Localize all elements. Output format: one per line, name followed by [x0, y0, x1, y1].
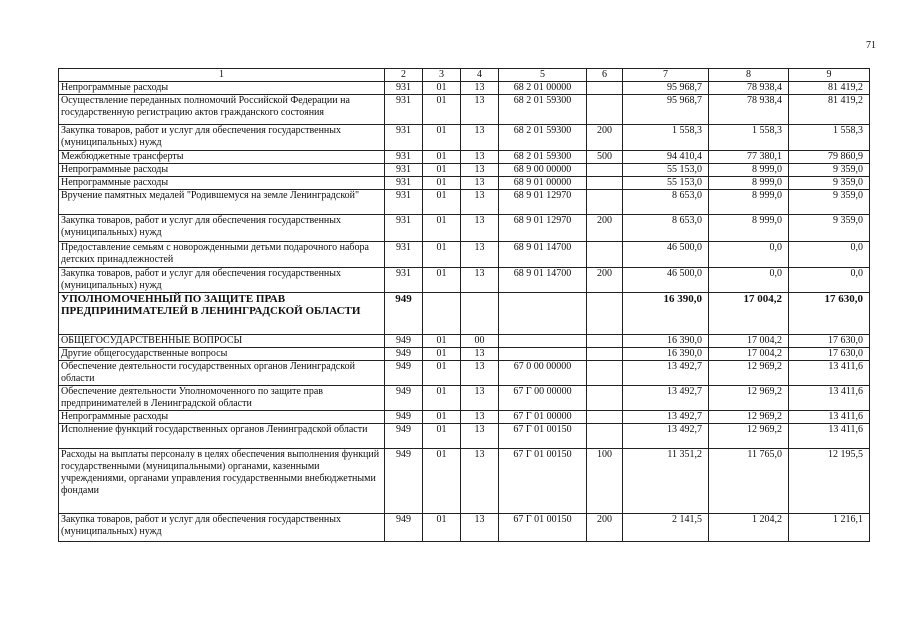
row-ved-cell: 931: [385, 190, 423, 215]
row-vr-cell: 200: [587, 514, 623, 542]
row-name-cell: УПОЛНОМОЧЕННЫЙ ПО ЗАЩИТЕ ПРАВ ПРЕДПРИНИМАТЕЛЕЙ В ЛЕНИНГРАДСКОЙ ОБЛАСТИ: [59, 293, 385, 335]
row-ved-cell: 931: [385, 82, 423, 95]
row-pr-cell: 13: [461, 215, 499, 242]
row-ved-cell: 931: [385, 164, 423, 177]
row-vr-cell: 200: [587, 268, 623, 293]
row-name-cell: Обеспечение деятельности Уполномоченного по защите прав предпринимателей в Ленинградской области: [59, 386, 385, 411]
row-csr-cell: 68 2 01 59300: [499, 95, 587, 125]
row-ved-cell: 931: [385, 177, 423, 190]
row-vr-cell: 100: [587, 449, 623, 514]
row-pr-cell: 13: [461, 177, 499, 190]
row-value-2-cell: 8 999,0: [709, 215, 789, 242]
row-value-1-cell: 95 968,7: [623, 95, 709, 125]
row-value-3-cell: 1 558,3: [789, 125, 870, 151]
row-vr-cell: [587, 348, 623, 361]
row-value-2-cell: 1 558,3: [709, 125, 789, 151]
row-value-2-cell: 12 969,2: [709, 411, 789, 424]
row-value-3-cell: 12 195,5: [789, 449, 870, 514]
row-pr-cell: 13: [461, 242, 499, 268]
row-csr-cell: 68 9 01 12970: [499, 190, 587, 215]
row-rz-cell: 01: [423, 215, 461, 242]
table-row: [59, 125, 870, 151]
row-name-cell: Закупка товаров, работ и услуг для обеспечения государственных (муниципальных) нужд: [59, 514, 385, 542]
row-ved-cell: 949: [385, 449, 423, 514]
row-value-3-cell: 79 860,9: [789, 151, 870, 164]
row-vr-cell: [587, 386, 623, 411]
row-vr-cell: [587, 335, 623, 348]
row-value-3-cell: 81 419,2: [789, 82, 870, 95]
row-value-1-cell: 13 492,7: [623, 424, 709, 449]
row-value-2-cell: 8 999,0: [709, 164, 789, 177]
row-value-2-cell: 17 004,2: [709, 348, 789, 361]
row-rz-cell: 01: [423, 151, 461, 164]
row-name-cell: Предоставление семьям с новорожденными детьми подарочного набора детских принадлежностей: [59, 242, 385, 268]
table-row: [59, 424, 870, 449]
row-ved-cell: 931: [385, 242, 423, 268]
row-csr-cell: 67 0 00 00000: [499, 361, 587, 386]
row-value-1-cell: 13 492,7: [623, 411, 709, 424]
row-ved-cell: 949: [385, 386, 423, 411]
row-value-2-cell: 12 969,2: [709, 424, 789, 449]
row-pr-cell: 13: [461, 125, 499, 151]
table-row: [59, 177, 870, 190]
row-pr-cell: [461, 293, 499, 335]
row-pr-cell: 13: [461, 190, 499, 215]
table-body: [59, 82, 870, 542]
header-col-2: 2: [385, 69, 423, 82]
row-csr-cell: [499, 293, 587, 335]
row-vr-cell: [587, 424, 623, 449]
row-value-2-cell: 1 204,2: [709, 514, 789, 542]
row-value-2-cell: 12 969,2: [709, 361, 789, 386]
table-row: [59, 411, 870, 424]
row-value-3-cell: 0,0: [789, 242, 870, 268]
row-value-1-cell: 95 968,7: [623, 82, 709, 95]
row-name-cell: Вручение памятных медалей "Родившемуся на земле Ленинградской": [59, 190, 385, 215]
row-rz-cell: 01: [423, 268, 461, 293]
table-row: [59, 151, 870, 164]
row-ved-cell: 931: [385, 95, 423, 125]
row-ved-cell: 949: [385, 361, 423, 386]
row-rz-cell: 01: [423, 125, 461, 151]
row-vr-cell: 500: [587, 151, 623, 164]
table-header-row: [59, 69, 870, 82]
table-row: [59, 449, 870, 514]
header-col-8: 8: [709, 69, 789, 82]
row-value-1-cell: 94 410,4: [623, 151, 709, 164]
row-csr-cell: 68 2 01 59300: [499, 151, 587, 164]
row-vr-cell: [587, 95, 623, 125]
row-value-3-cell: 13 411,6: [789, 361, 870, 386]
row-value-2-cell: 77 380,1: [709, 151, 789, 164]
row-rz-cell: 01: [423, 411, 461, 424]
row-value-1-cell: 16 390,0: [623, 293, 709, 335]
table-row: [59, 386, 870, 411]
row-value-1-cell: 13 492,7: [623, 361, 709, 386]
row-pr-cell: 13: [461, 386, 499, 411]
row-vr-cell: 200: [587, 215, 623, 242]
row-rz-cell: 01: [423, 164, 461, 177]
row-rz-cell: 01: [423, 361, 461, 386]
row-ved-cell: 931: [385, 268, 423, 293]
row-vr-cell: [587, 82, 623, 95]
row-value-3-cell: 9 359,0: [789, 215, 870, 242]
row-pr-cell: 13: [461, 82, 499, 95]
row-name-cell: Непрограммные расходы: [59, 411, 385, 424]
row-name-cell: Обеспечение деятельности государственных органов Ленинградской области: [59, 361, 385, 386]
row-csr-cell: 68 9 00 00000: [499, 164, 587, 177]
row-vr-cell: [587, 190, 623, 215]
row-pr-cell: 00: [461, 335, 499, 348]
row-csr-cell: 68 9 01 00000: [499, 177, 587, 190]
row-name-cell: Закупка товаров, работ и услуг для обеспечения государственных (муниципальных) нужд: [59, 215, 385, 242]
row-value-1-cell: 16 390,0: [623, 348, 709, 361]
row-csr-cell: 68 9 01 14700: [499, 268, 587, 293]
header-col-1: 1: [59, 69, 385, 82]
row-pr-cell: 13: [461, 514, 499, 542]
row-csr-cell: 67 Г 01 00150: [499, 514, 587, 542]
table-row: [59, 190, 870, 215]
row-pr-cell: 13: [461, 424, 499, 449]
row-value-3-cell: 0,0: [789, 268, 870, 293]
header-col-7: 7: [623, 69, 709, 82]
row-pr-cell: 13: [461, 268, 499, 293]
row-rz-cell: 01: [423, 177, 461, 190]
table-row: [59, 268, 870, 293]
row-value-2-cell: 12 969,2: [709, 386, 789, 411]
row-vr-cell: [587, 177, 623, 190]
row-value-1-cell: 8 653,0: [623, 215, 709, 242]
row-rz-cell: 01: [423, 424, 461, 449]
row-ved-cell: 931: [385, 125, 423, 151]
row-rz-cell: [423, 293, 461, 335]
row-pr-cell: 13: [461, 449, 499, 514]
row-pr-cell: 13: [461, 361, 499, 386]
row-csr-cell: 68 9 01 12970: [499, 215, 587, 242]
row-value-3-cell: 9 359,0: [789, 177, 870, 190]
row-name-cell: Осуществление переданных полномочий Российской Федерации на государственную регистрацию актов гражданского состояния: [59, 95, 385, 125]
row-pr-cell: 13: [461, 348, 499, 361]
row-name-cell: Закупка товаров, работ и услуг для обеспечения государственных (муниципальных) нужд: [59, 125, 385, 151]
row-name-cell: Расходы на выплаты персоналу в целях обеспечения выполнения функций государственными (муниципальными) органами, казенными учреждениями, органами управления государственными внебюджетными фондами: [59, 449, 385, 514]
row-ved-cell: 931: [385, 151, 423, 164]
row-ved-cell: 949: [385, 424, 423, 449]
row-csr-cell: 67 Г 01 00150: [499, 424, 587, 449]
table-row: [59, 293, 870, 335]
row-csr-cell: 68 2 01 00000: [499, 82, 587, 95]
row-vr-cell: [587, 293, 623, 335]
row-value-3-cell: 17 630,0: [789, 348, 870, 361]
row-name-cell: Непрограммные расходы: [59, 82, 385, 95]
row-name-cell: Непрограммные расходы: [59, 177, 385, 190]
budget-table: [58, 68, 870, 542]
row-csr-cell: 67 Г 01 00000: [499, 411, 587, 424]
row-ved-cell: 931: [385, 215, 423, 242]
row-vr-cell: [587, 242, 623, 268]
row-value-1-cell: 1 558,3: [623, 125, 709, 151]
row-name-cell: ОБЩЕГОСУДАРСТВЕННЫЕ ВОПРОСЫ: [59, 335, 385, 348]
row-value-1-cell: 11 351,2: [623, 449, 709, 514]
row-ved-cell: 949: [385, 348, 423, 361]
row-name-cell: Другие общегосударственные вопросы: [59, 348, 385, 361]
row-value-1-cell: 55 153,0: [623, 164, 709, 177]
row-value-3-cell: 13 411,6: [789, 386, 870, 411]
row-value-2-cell: 0,0: [709, 242, 789, 268]
table-row: [59, 348, 870, 361]
row-csr-cell: [499, 335, 587, 348]
row-csr-cell: 68 9 01 14700: [499, 242, 587, 268]
row-value-1-cell: 46 500,0: [623, 242, 709, 268]
row-ved-cell: 949: [385, 335, 423, 348]
table-row: [59, 361, 870, 386]
row-name-cell: Непрограммные расходы: [59, 164, 385, 177]
row-value-3-cell: 9 359,0: [789, 164, 870, 177]
table-row: [59, 95, 870, 125]
row-pr-cell: 13: [461, 95, 499, 125]
row-value-1-cell: 2 141,5: [623, 514, 709, 542]
row-rz-cell: 01: [423, 348, 461, 361]
row-vr-cell: 200: [587, 125, 623, 151]
row-rz-cell: 01: [423, 514, 461, 542]
row-rz-cell: 01: [423, 190, 461, 215]
row-ved-cell: 949: [385, 293, 423, 335]
row-value-1-cell: 55 153,0: [623, 177, 709, 190]
row-value-2-cell: 17 004,2: [709, 293, 789, 335]
row-value-3-cell: 13 411,6: [789, 411, 870, 424]
row-ved-cell: 949: [385, 514, 423, 542]
row-value-1-cell: 13 492,7: [623, 386, 709, 411]
row-rz-cell: 01: [423, 82, 461, 95]
row-ved-cell: 949: [385, 411, 423, 424]
table-row: [59, 514, 870, 542]
row-value-2-cell: 0,0: [709, 268, 789, 293]
row-rz-cell: 01: [423, 335, 461, 348]
row-name-cell: Исполнение функций государственных органов Ленинградской области: [59, 424, 385, 449]
row-pr-cell: 13: [461, 164, 499, 177]
row-value-2-cell: 17 004,2: [709, 335, 789, 348]
row-csr-cell: 67 Г 00 00000: [499, 386, 587, 411]
header-col-6: 6: [587, 69, 623, 82]
row-value-2-cell: 78 938,4: [709, 82, 789, 95]
header-col-9: 9: [789, 69, 870, 82]
row-csr-cell: 67 Г 01 00150: [499, 449, 587, 514]
row-value-3-cell: 13 411,6: [789, 424, 870, 449]
page-number: 71: [866, 40, 876, 51]
row-name-cell: Закупка товаров, работ и услуг для обеспечения государственных (муниципальных) нужд: [59, 268, 385, 293]
row-value-2-cell: 8 999,0: [709, 177, 789, 190]
table-row: [59, 242, 870, 268]
header-col-3: 3: [423, 69, 461, 82]
table-row: [59, 164, 870, 177]
row-csr-cell: [499, 348, 587, 361]
table-row: [59, 215, 870, 242]
table-row: [59, 335, 870, 348]
row-value-3-cell: 1 216,1: [789, 514, 870, 542]
row-csr-cell: 68 2 01 59300: [499, 125, 587, 151]
header-col-5: 5: [499, 69, 587, 82]
row-value-3-cell: 17 630,0: [789, 293, 870, 335]
row-value-2-cell: 78 938,4: [709, 95, 789, 125]
row-rz-cell: 01: [423, 242, 461, 268]
row-value-1-cell: 8 653,0: [623, 190, 709, 215]
row-value-1-cell: 46 500,0: [623, 268, 709, 293]
row-vr-cell: [587, 411, 623, 424]
row-rz-cell: 01: [423, 95, 461, 125]
row-pr-cell: 13: [461, 151, 499, 164]
row-rz-cell: 01: [423, 449, 461, 514]
row-value-3-cell: 81 419,2: [789, 95, 870, 125]
row-vr-cell: [587, 164, 623, 177]
header-col-4: 4: [461, 69, 499, 82]
row-rz-cell: 01: [423, 386, 461, 411]
row-value-2-cell: 11 765,0: [709, 449, 789, 514]
table-row: [59, 82, 870, 95]
row-vr-cell: [587, 361, 623, 386]
row-value-1-cell: 16 390,0: [623, 335, 709, 348]
row-value-3-cell: 17 630,0: [789, 335, 870, 348]
row-value-3-cell: 9 359,0: [789, 190, 870, 215]
row-value-2-cell: 8 999,0: [709, 190, 789, 215]
row-name-cell: Межбюджетные трансферты: [59, 151, 385, 164]
row-pr-cell: 13: [461, 411, 499, 424]
